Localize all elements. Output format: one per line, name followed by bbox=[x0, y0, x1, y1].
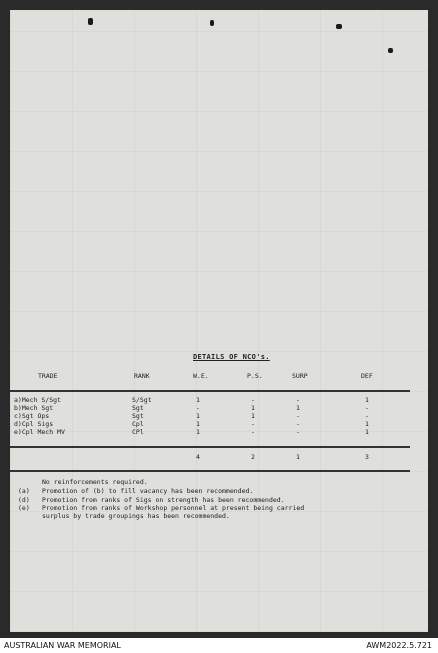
surp-cell: 1 bbox=[296, 404, 300, 412]
note-text: Promotion from ranks of Workshop personnel at present being carried bbox=[42, 504, 305, 512]
rank-cell: Sgt bbox=[132, 404, 144, 412]
ps-cell: 1 bbox=[251, 404, 255, 412]
table-title: DETAILS OF NCO's. bbox=[193, 353, 270, 361]
we-cell: 1 bbox=[196, 428, 200, 436]
column-header-rank: RANK bbox=[134, 372, 150, 380]
document-page bbox=[10, 10, 428, 632]
we-cell: - bbox=[196, 404, 200, 412]
divider-rule bbox=[10, 390, 410, 392]
trade-cell: e)Cpl Mech MV bbox=[14, 428, 65, 436]
column-header-we: W.E. bbox=[193, 372, 209, 380]
footer-archive-name: AUSTRALIAN WAR MEMORIAL bbox=[4, 641, 121, 650]
total-ps: 2 bbox=[251, 453, 255, 461]
surp-cell: - bbox=[296, 396, 300, 404]
ps-cell: - bbox=[251, 428, 255, 436]
def-cell: - bbox=[365, 404, 369, 412]
trade-cell: d)Cpl Sigs bbox=[14, 420, 54, 428]
surp-cell: - bbox=[296, 412, 300, 420]
divider-rule bbox=[10, 470, 410, 472]
footer-reference-number: AWM2022.5.721 bbox=[366, 641, 432, 650]
note-marker: (e) bbox=[18, 504, 30, 512]
column-header-ps: P.S. bbox=[247, 372, 263, 380]
def-cell: - bbox=[365, 412, 369, 420]
column-header-def: DEF bbox=[361, 372, 373, 380]
punch-hole bbox=[388, 48, 393, 53]
punch-hole bbox=[88, 18, 93, 25]
we-cell: 1 bbox=[196, 396, 200, 404]
total-surp: 1 bbox=[296, 453, 300, 461]
trade-cell: a)Mech S/Sgt bbox=[14, 396, 61, 404]
def-cell: 1 bbox=[365, 396, 369, 404]
trade-cell: c)Sgt Ops bbox=[14, 412, 50, 420]
punch-hole bbox=[336, 24, 342, 29]
ps-cell: 1 bbox=[251, 412, 255, 420]
we-cell: 1 bbox=[196, 412, 200, 420]
note-text: surplus by trade groupings has been recommended. bbox=[42, 512, 230, 520]
rank-cell: CPl bbox=[132, 428, 144, 436]
total-def: 3 bbox=[365, 453, 369, 461]
surp-cell: - bbox=[296, 420, 300, 428]
column-header-surp: SURP bbox=[292, 372, 308, 380]
total-we: 4 bbox=[196, 453, 200, 461]
note-marker: (d) bbox=[18, 496, 30, 504]
ps-cell: - bbox=[251, 420, 255, 428]
def-cell: 1 bbox=[365, 428, 369, 436]
ps-cell: - bbox=[251, 396, 255, 404]
note-text: Promotion of (b) to fill vacancy has been recommended. bbox=[42, 487, 254, 495]
note-text: Promotion from ranks of Sigs on strength has been recommended. bbox=[42, 496, 285, 504]
rank-cell: S/Sgt bbox=[132, 396, 152, 404]
divider-rule bbox=[10, 446, 410, 448]
note-text: No reinforcements required. bbox=[42, 478, 148, 486]
rank-cell: Sgt bbox=[132, 412, 144, 420]
punch-hole bbox=[210, 20, 214, 26]
surp-cell: - bbox=[296, 428, 300, 436]
trade-cell: b)Mech Sgt bbox=[14, 404, 54, 412]
column-header-trade: TRADE bbox=[38, 372, 58, 380]
we-cell: 1 bbox=[196, 420, 200, 428]
archive-footer bbox=[0, 638, 438, 653]
note-marker: (a) bbox=[18, 487, 30, 495]
rank-cell: Cpl bbox=[132, 420, 144, 428]
def-cell: 1 bbox=[365, 420, 369, 428]
